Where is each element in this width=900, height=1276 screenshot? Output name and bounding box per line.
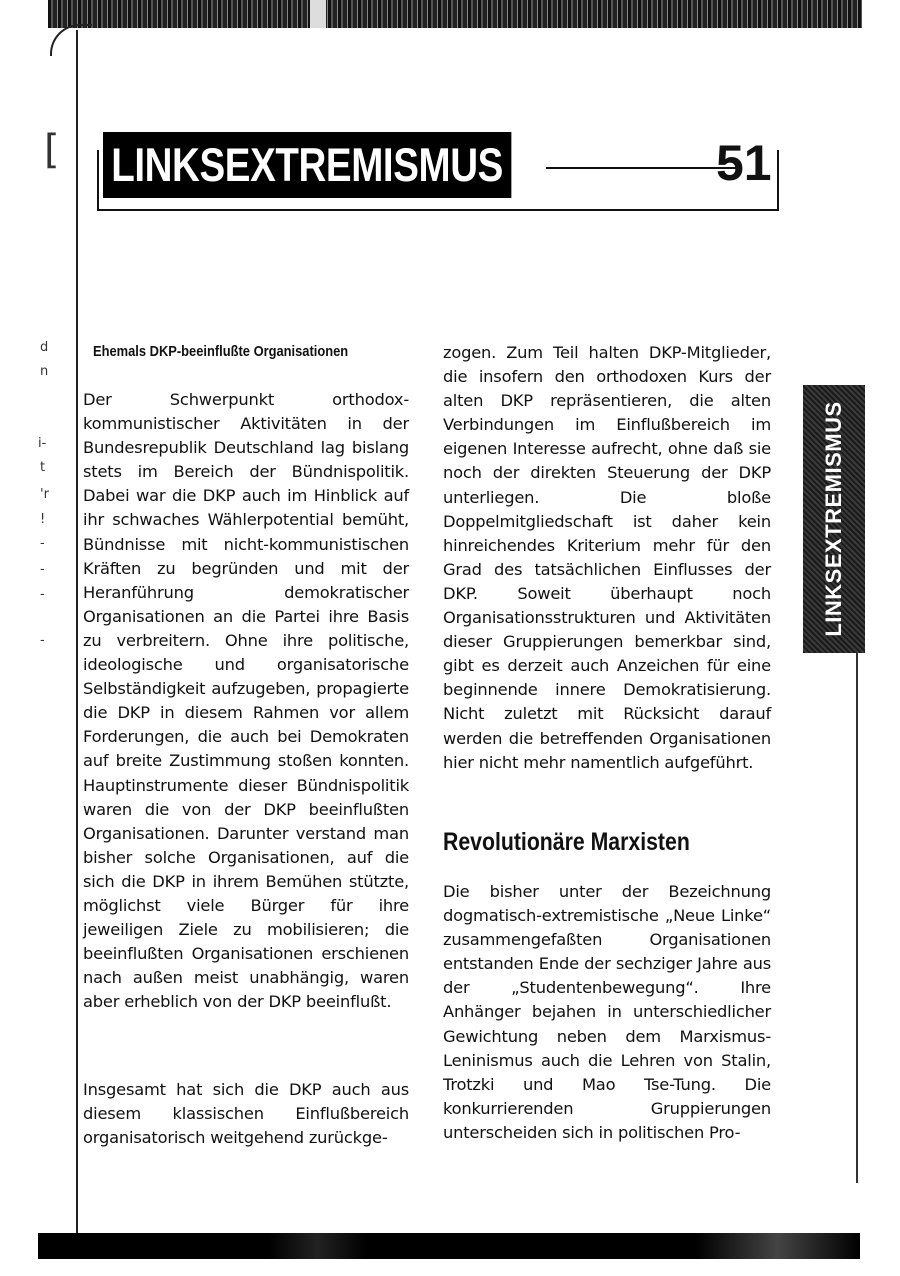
body-paragraph: Der Schwerpunkt orthodox-kommunistischer Aktivitäten in der Bundesrepublik Deutschland lag bislang stets im Bereich der Bündnispolitik. Dabei war die DKP auch im Hinblick auf ihr schwaches Wählerpotential bemüht, Bündnisse mit nicht-kommunistischen Kräften zu begründen und mit der Heranführung demokratischer Organisationen an die Partei ihre Basis zu verbreitern. Ohne ihre politische, ideologische und organisatorische Selbständigkeit aufzugeben, propagierte die DKP in diesem Rahmen vor allem Forderungen, die auch bei Demokraten auf breite Zustimmung stoßen konnten. Hauptinstrumente dieser Bündnispolitik waren die von der DKP beeinflußten Organisationen. Darunter verstand man bisher solche Organisationen, auf die sich die DKP in ihrem Bemühen stützte, möglichst viele Bürger für ihre jeweiligen Ziele zu mobilisieren; die beeinflußten Organisationen erschienen nach außen meist unabhängig, waren aber erheblich von der DKP beeinflußt. [83,390,409,1012]
page-binding-rule [76,30,78,1235]
margin-mark: ! [40,512,46,527]
section-heading: Revolutionäre Marxisten [443,828,690,856]
margin-mark: t [40,460,46,475]
section-subheading: Ehemals DKP-beeinflußte Organisationen [93,343,349,360]
scan-edge-top [48,0,862,28]
margin-bracket-mark: [ [44,127,60,173]
side-rule [856,653,858,1183]
margin-mark: n [40,364,49,379]
chapter-title: LINKSEXTREMISMUS [103,132,511,198]
margin-mark: 'r [40,487,49,502]
side-tab-label: LINKSEXTREMISMUS [821,401,846,637]
header-rule [546,167,742,169]
body-paragraph: Insgesamt hat sich die DKP auch aus diesem klassischen Einflußbereich organisatorisch weitgehend zurückge- [83,1080,409,1148]
scan-edge-gap [310,0,326,28]
body-paragraph: zogen. Zum Teil halten DKP-Mitglieder, die insofern den orthodoxen Kurs der alten DKP repräsentieren, die alten Verbindungen im Einflußbereich im eigenen Interesse aufrecht, ohne daß sie noch der direkten Steuerung der DKP unterliegen. Die bloße Doppelmitgliedschaft ist daher kein hinreichendes Kriterium mehr für den Grad des tatsächlichen Einflusses der DKP. Soweit überhaupt noch Organisationsstrukturen und Aktivitäten dieser Gruppierungen bemerkbar sind, gibt es derzeit auch Anzeichen für eine beginnende innere Demokratisierung. Nicht zuletzt mit Rücksicht darauf werden die betreffenden Organisationen hier nicht mehr namentlich aufgeführt. [443,343,771,772]
margin-mark: - [40,562,45,577]
margin-mark: i- [38,436,47,451]
scan-edge-bottom [38,1233,860,1259]
margin-mark: - [40,633,45,648]
margin-mark: - [40,587,45,602]
page-binding-curve [50,24,92,56]
margin-mark: - [40,536,45,551]
margin-mark: d [40,340,49,355]
page-number: 51 [716,135,772,191]
body-paragraph: Die bisher unter der Bezeichnung dogmatisch-extremistische „Neue Linke“ zusammengefaßten Organisationen entstanden Ende der sechziger Jahre aus der „Studentenbewegung“. Ihre Anhänger bejahen in unterschiedlicher Gewichtung neben dem Marxismus-Leninismus auch die Lehren von Stalin, Trotzki und Mao Tse-Tung. Die konkurrierenden Gruppierungen unterscheiden sich in politischen Pro- [443,882,771,1142]
chapter-side-tab [803,385,865,653]
